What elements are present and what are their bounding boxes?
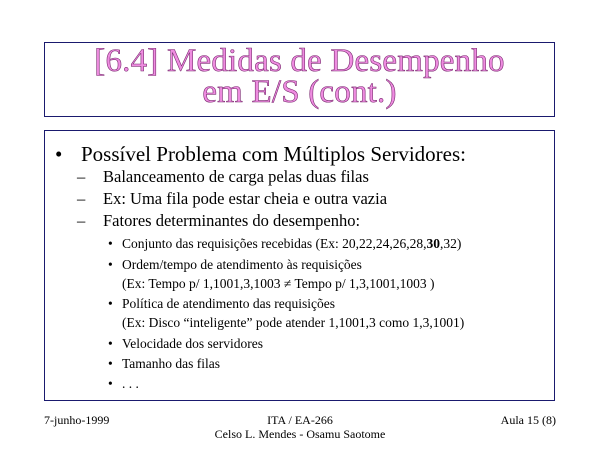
footer-lecture-number: Aula 15 (8) (500, 413, 556, 427)
slide-title-line-1: [6.4] Medidas de Desempenho (94, 43, 505, 79)
factor-queue-size (108, 356, 220, 372)
factor-order-time (108, 257, 362, 273)
factor-server-speed (108, 336, 263, 352)
factor-service-policy-example: (Ex: Disco “inteligente” pode atender 1,1001,3 como 1,3,1001) (122, 315, 465, 330)
sub-item-factors (77, 212, 360, 230)
sub-item-text: Balanceamento de carga pelas duas filas (103, 167, 369, 186)
sub-item-text: Ex: Uma fila pode estar cheia e outra vazia (103, 189, 388, 208)
factor-request-set (108, 236, 461, 252)
factor-text: Ordem/tempo de atendimento às requisições (122, 257, 362, 272)
slide-title-line-2: em E/S (cont.) (202, 74, 397, 110)
bullet-marker: • (108, 257, 113, 272)
dash-marker: – (77, 189, 86, 208)
factor-text: Tamanho das filas (122, 356, 221, 371)
sub-item-example-queues (77, 190, 387, 208)
bullet-marker: • (55, 142, 63, 166)
bullet-marker: • (108, 296, 113, 311)
factor-text: . . . (122, 376, 139, 391)
footer-date: 7-junho-1999 (44, 413, 110, 427)
main-bullet-item (55, 143, 466, 165)
footer-authors: Celso L. Mendes - Osamu Saotome (214, 427, 386, 441)
factor-text: Política de atendimento das requisições (122, 296, 335, 311)
dash-marker: – (77, 211, 86, 230)
sub-item-load-balancing (77, 168, 369, 186)
slide-title-box (44, 42, 555, 117)
bullet-marker: • (108, 356, 113, 371)
factor-text: Conjunto das requisições recebidas (Ex: 20,22,24,26,28, (122, 236, 427, 251)
dash-marker: – (77, 167, 86, 186)
factor-service-policy (108, 296, 335, 312)
main-bullet-text: Possível Problema com Múltiplos Servidores: (81, 142, 466, 166)
factor-text: Velocidade dos servidores (122, 336, 263, 351)
bullet-marker: • (108, 336, 113, 351)
footer-course: ITA / EA-266 (267, 413, 333, 427)
sub-item-text: Fatores determinantes do desempenho: (103, 211, 361, 230)
factor-text-suffix: ,32) (439, 236, 462, 251)
slide-content-box (44, 130, 555, 401)
bullet-marker: • (108, 236, 113, 251)
factor-bold-value: 30 (426, 236, 440, 251)
factor-order-time-example: (Ex: Tempo p/ 1,1001,3,1003 ≠ Tempo p/ 1,3,1001,1003 ) (122, 276, 435, 291)
bullet-marker: • (108, 376, 113, 391)
factor-ellipsis (108, 376, 139, 392)
